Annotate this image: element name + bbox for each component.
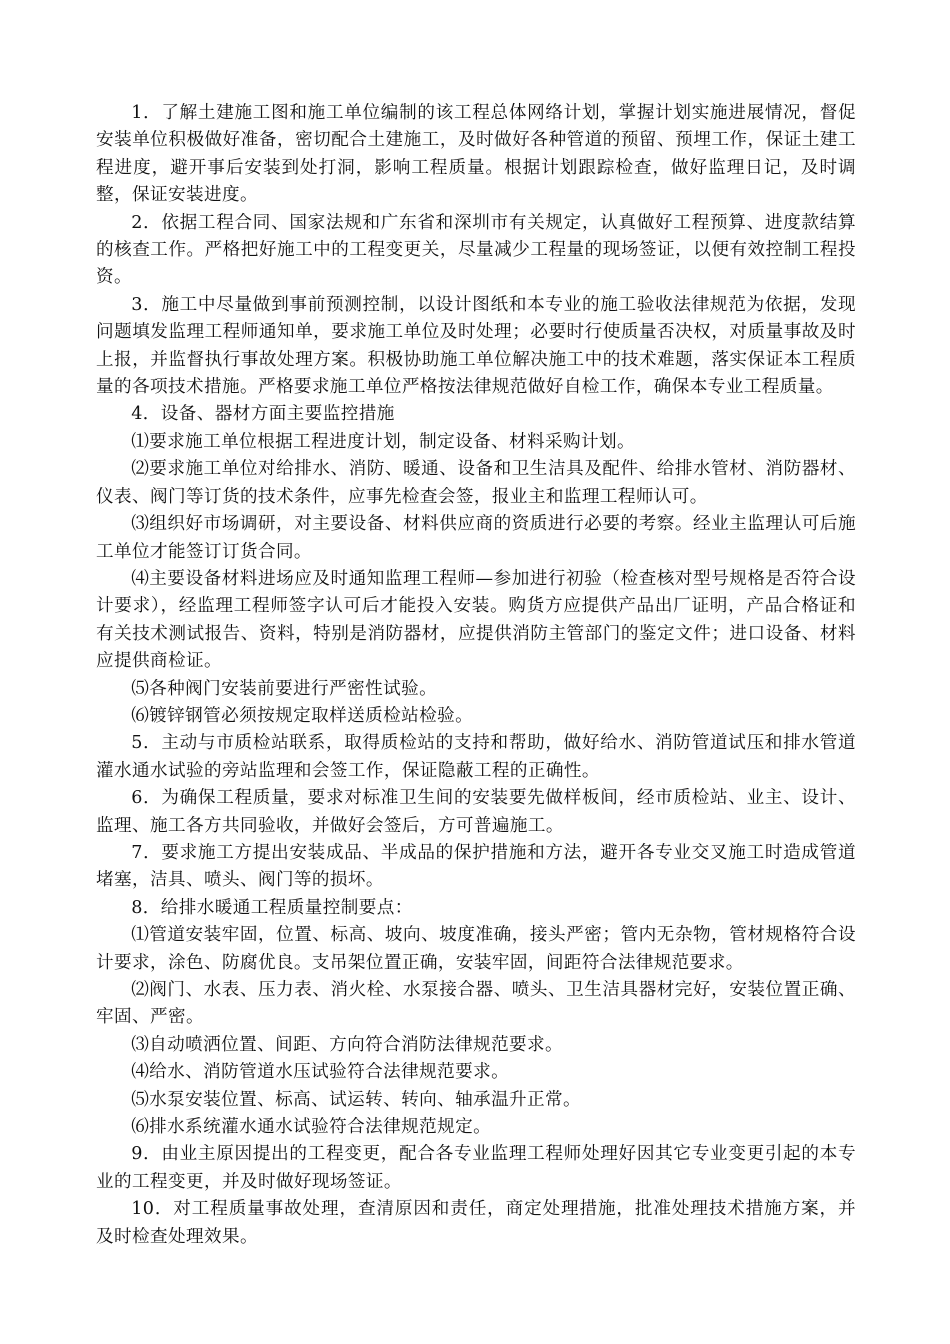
paragraph-8-item-6: ⑹排水系统灌水通水试验符合法律规范规定。 — [131, 1117, 492, 1138]
paragraph-6: 6．为确保工程质量，要求对标准卫生间的安装要先做样板间，经市质检站、业主、设计、监理、施工各方共同验收，并做好会签后，方可普遍施工。 — [96, 788, 856, 836]
paragraph-4-item-3: ⑶组织好市场调研，对主要设备、材料供应商的资质进行必要的考察。经业主监理认可后施工单位才能签订订货合同。 — [96, 514, 856, 562]
paragraph-8-item-1: ⑴管道安装牢固，位置、标高、坡向、坡度准确，接头严密；管内无杂物，管材规格符合设计要求，涂色、防腐优良。支吊架位置正确，安装牢固，间距符合法律规范要求。 — [96, 925, 856, 973]
paragraph-8-heading: 8．给排水暖通工程质量控制要点： — [131, 897, 413, 918]
paragraph-1: 1．了解土建施工图和施工单位编制的该工程总体网络计划，掌握计划实施进展情况，督促安装单位积极做好准备，密切配合土建施工，及时做好各种管道的预留、预埋工作，保证土建工程进度，避开事后安装到处打洞，影响工程质量。根据计划跟踪检查，做好监理日记，及时调整，保证安装进度。 — [96, 103, 856, 206]
paragraph-4-item-6: ⑹镀锌钢管必须按规定取样送质检站检验。 — [131, 705, 474, 726]
paragraph-4-item-5: ⑸各种阀门安装前要进行严密性试验。 — [131, 678, 438, 699]
paragraph-8-item-3: ⑶自动喷洒位置、间距、方向符合消防法律规范要求。 — [131, 1034, 564, 1055]
paragraph-4-item-1: ⑴要求施工单位根据工程进度计划，制定设备、材料采购计划。 — [131, 431, 636, 452]
paragraph-10: 10．对工程质量事故处理，查清原因和责任，商定处理措施，批准处理技术措施方案，并及时检查处理效果。 — [96, 1199, 856, 1247]
paragraph-4-item-4: ⑷主要设备材料进场应及时通知监理工程师—参加进行初验（检查核对型号规格是否符合设计要求），经监理工程师签字认可后才能投入安装。购货方应提供产品出厂证明，产品合格证和有关技术测试报告、资料，特别是消防器材，应提供消防主管部门的鉴定文件；进口设备、材料应提供商检证。 — [96, 568, 856, 672]
paragraph-8-item-5: ⑸水泵安装位置、标高、试运转、转向、轴承温升正常。 — [131, 1089, 582, 1110]
paragraph-8-item-4: ⑷给水、消防管道水压试验符合法律规范要求。 — [131, 1062, 510, 1083]
paragraph-4-item-2: ⑵要求施工单位对给排水、消防、暖通、设备和卫生洁具及配件、给排水管材、消防器材、仪表、阀门等订货的技术条件，应事先检查会签，报业主和监理工程师认可。 — [96, 459, 856, 507]
document-body — [96, 100, 856, 1251]
paragraph-2: 2．依据工程合同、国家法规和广东省和深圳市有关规定，认真做好工程预算、进度款结算的核查工作。严格把好施工中的工程变更关，尽量减少工程量的现场签证，以便有效控制工程投资。 — [96, 212, 856, 288]
paragraph-7: 7．要求施工方提出安装成品、半成品的保护措施和方法，避开各专业交叉施工时造成管道堵塞，洁具、喷头、阀门等的损坏。 — [96, 842, 856, 891]
paragraph-8-item-2: ⑵阀门、水表、压力表、消火栓、水泵接合器、喷头、卫生洁具器材完好，安装位置正确、牢固、严密。 — [96, 980, 856, 1028]
paragraph-3: 3．施工中尽量做到事前预测控制，以设计图纸和本专业的施工验收法律规范为依据，发现问题填发监理工程师通知单，要求施工单位及时处理；必要时行使质量否决权，对质量事故及时上报，并监督执行事故处理方案。积极协助施工单位解决施工中的技术难题，落实保证本工程质量的各项技术措施。严格要求施工单位严格按法律规范做好自检工作，确保本专业工程质量。 — [96, 294, 856, 398]
paragraph-9: 9．由业主原因提出的工程变更，配合各专业监理工程师处理好因其它专业变更引起的本专业的工程变更，并及时做好现场签证。 — [96, 1144, 856, 1192]
paragraph-5: 5．主动与市质检站联系，取得质检站的支持和帮助，做好给水、消防管道试压和排水管道灌水通水试验的旁站监理和会签工作，保证隐蔽工程的正确性。 — [96, 733, 856, 781]
paragraph-4-heading: 4．设备、器材方面主要监控措施 — [131, 404, 395, 425]
